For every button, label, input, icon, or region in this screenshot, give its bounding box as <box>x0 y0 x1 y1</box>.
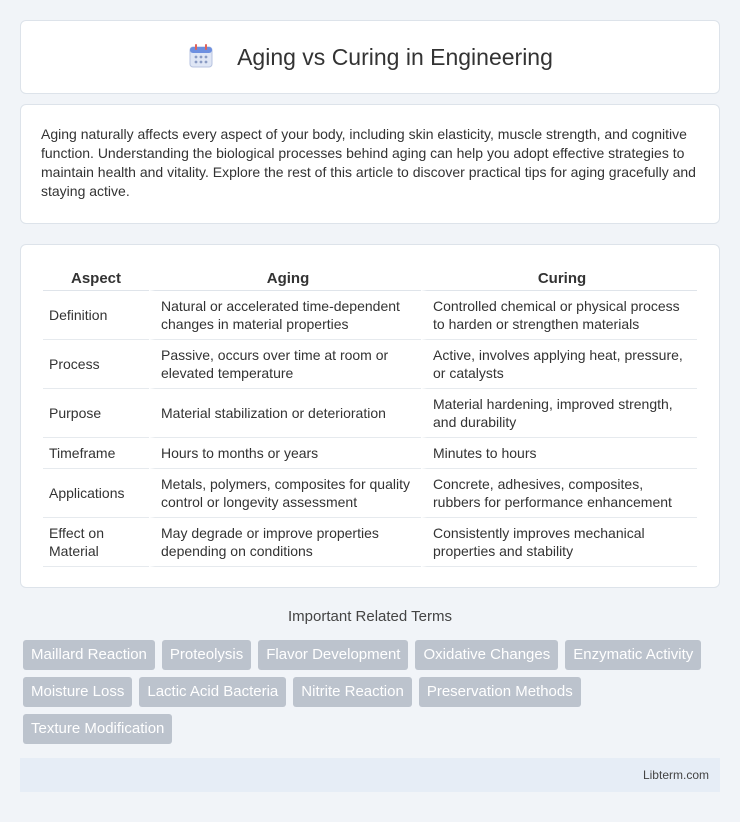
comparison-table-card <box>20 244 720 588</box>
table-row <box>43 291 697 340</box>
related-term-tag[interactable]: Texture Modification <box>23 714 172 744</box>
table-row <box>43 469 697 518</box>
calendar-icon <box>187 42 215 70</box>
table-cell: Effect on Material <box>43 518 149 567</box>
comparison-table <box>43 263 697 567</box>
table-header-row <box>43 263 697 291</box>
table-cell: Process <box>43 340 149 389</box>
related-term-tag[interactable]: Enzymatic Activity <box>565 640 701 670</box>
related-terms-list <box>23 640 723 751</box>
table-row <box>43 340 697 389</box>
table-cell: Timeframe <box>43 438 149 469</box>
table-cell: Material stabilization or deterioration <box>149 389 421 438</box>
related-term-tag[interactable]: Nitrite Reaction <box>293 677 412 707</box>
related-term-tag[interactable]: Lactic Acid Bacteria <box>139 677 286 707</box>
related-term-tag[interactable]: Proteolysis <box>162 640 251 670</box>
related-term-tag[interactable]: Flavor Development <box>258 640 408 670</box>
table-cell: May degrade or improve properties depending on conditions <box>149 518 421 567</box>
related-terms-title: Important Related Terms <box>288 608 452 625</box>
header-aspect: Aspect <box>43 263 149 291</box>
page-title: Aging vs Curing in Engineering <box>237 43 553 70</box>
table-cell: Applications <box>43 469 149 518</box>
intro-card <box>20 104 720 224</box>
related-term-tag[interactable]: Preservation Methods <box>419 677 581 707</box>
header-curing: Curing <box>421 263 697 291</box>
related-term-tag[interactable]: Moisture Loss <box>23 677 132 707</box>
table-cell: Metals, polymers, composites for quality control or longevity assessment <box>149 469 421 518</box>
table-cell: Controlled chemical or physical process to harden or strengthen materials <box>421 291 697 340</box>
table-cell: Material hardening, improved strength, and durability <box>421 389 697 438</box>
table-cell: Purpose <box>43 389 149 438</box>
table-cell: Natural or accelerated time-dependent changes in material properties <box>149 291 421 340</box>
header-aging: Aging <box>149 263 421 291</box>
intro-text: Aging naturally affects every aspect of your body, including skin elasticity, muscle strength, and cognitive function. Understanding the biological processes behind aging can help you adopt effective strategies to maintain health and vitality. Explore the rest of this article to discover practical tips for aging gracefully and staying active. <box>41 126 696 199</box>
table-cell: Concrete, adhesives, composites, rubbers for performance enhancement <box>421 469 697 518</box>
table-row <box>43 389 697 438</box>
table-cell: Consistently improves mechanical properties and stability <box>421 518 697 567</box>
related-term-tag[interactable]: Oxidative Changes <box>415 640 558 670</box>
table-cell: Definition <box>43 291 149 340</box>
header-card <box>20 20 720 94</box>
table-cell: Active, involves applying heat, pressure, or catalysts <box>421 340 697 389</box>
related-term-tag[interactable]: Maillard Reaction <box>23 640 155 670</box>
table-cell: Passive, occurs over time at room or elevated temperature <box>149 340 421 389</box>
table-row <box>43 518 697 567</box>
table-cell: Minutes to hours <box>421 438 697 469</box>
footer <box>20 758 720 792</box>
footer-brand-link[interactable]: Libterm.com <box>642 768 709 782</box>
table-cell: Hours to months or years <box>149 438 421 469</box>
table-row <box>43 438 697 469</box>
